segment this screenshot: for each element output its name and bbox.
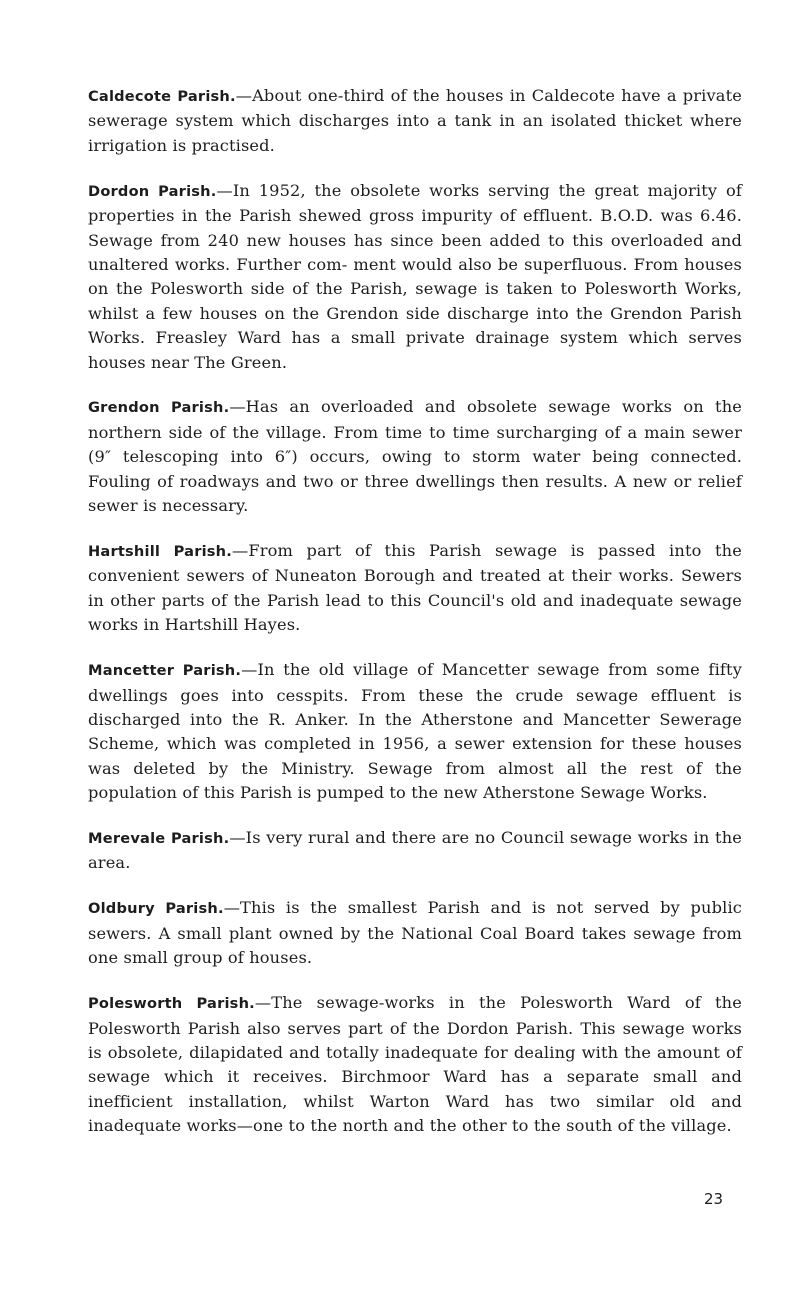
paragraph-heading: Caldecote Parish.: [88, 88, 236, 105]
paragraph-text: —Is very rural and there are no Council sewage works in the area.: [88, 828, 742, 873]
document-page: [88, 84, 742, 1159]
paragraph-text: —About one-third of the houses in Caldecote have a private sewerage system which discharges into a tank in an isolated thicket where irrigation is practised.: [88, 86, 742, 155]
paragraph-heading: Oldbury Parish.: [88, 900, 224, 918]
page-number: 23: [704, 1190, 724, 1208]
paragraph-dordon: [88, 179, 742, 375]
paragraph-text: —This is the smallest Parish and is not served by public sewers. A small plant owned by the National Coal Board takes sewage from one small group of houses.: [88, 898, 742, 968]
paragraph-text: —From part of this Parish sewage is passed into the convenient sewers of Nuneaton Borough and treated at their works. Sewers in other parts of the Parish lead to this Council's old and inadequate sewage works in Hartshill Hayes.: [88, 541, 742, 635]
paragraph-heading: Grendon Parish.: [88, 399, 230, 417]
paragraph-hartshill: [88, 539, 742, 638]
paragraph-text: —Has an overloaded and obsolete sewage works on the northern side of the village. From time to time surcharging of a main sewer (9″ telescoping into 6″) occurs, owing to storm water being connected. Fouling of roadways and two or three dwellings then results. A new or relief sewer is necessary.: [88, 397, 742, 516]
paragraph-grendon: [88, 395, 742, 518]
paragraph-caldecote: [88, 84, 742, 158]
paragraph-text: —In 1952, the obsolete works serving the great majority of properties in the Parish shewed gross impurity of effluent. B.O.D. was 6.46. Sewage from 240 new houses has since been added to this overloaded and unaltered works. Further com- ment would also be superfluous. From houses on the Polesworth side of the Parish, sewage is taken to Polesworth Works, whilst a few houses on the Grendon side discharge into the Grendon Parish Works. Freasley Ward has a small private drainage system which serves houses near The Green.: [88, 180, 742, 372]
paragraph-heading: Merevale Parish.: [88, 830, 230, 848]
paragraph-text: —The sewage-works in the Polesworth Ward of the Polesworth Parish also serves part of the Dordon Parish. This sewage works is obsolete, dilapidated and totally inadequate for dealing with the amount of sewage which it receives. Birchmoor Ward has a separate small and inefficient installation, whilst Warton Ward has two similar old and inadequate works—one to the north and the other to the south of the village.: [88, 993, 742, 1136]
paragraph-heading: Polesworth Parish.: [88, 995, 255, 1013]
paragraph-polesworth: [88, 991, 742, 1138]
paragraph-merevale: [88, 826, 742, 876]
paragraph-heading: Mancetter Parish.: [88, 662, 242, 680]
paragraph-heading: Dordon Parish.: [88, 182, 217, 200]
paragraph-heading: Hartshill Parish.: [88, 543, 233, 560]
paragraph-oldbury: [88, 896, 742, 970]
paragraph-text: —In the old village of Mancetter sewage from some fifty dwellings goes into cesspits. From these the crude sewage effluent is discharged into the R. Anker. In the Atherstone and Mancetter Sewerage Scheme, which was completed in 1956, a sewer extension for these houses was deleted by the Ministry. Sewage from almost all the rest of the population of this Parish is pumped to the new Atherstone Sewage Works.: [88, 660, 742, 803]
paragraph-mancetter: [88, 658, 742, 805]
